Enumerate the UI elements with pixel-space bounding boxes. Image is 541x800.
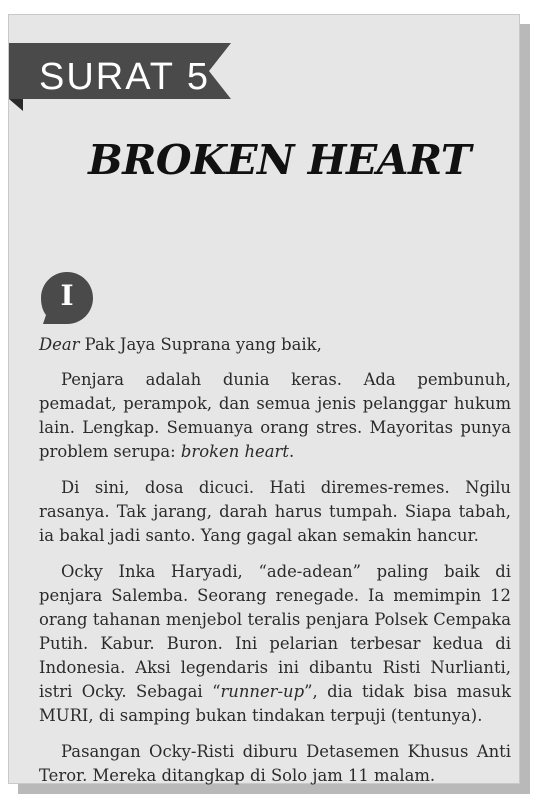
paragraph-3-text: Ocky Inka Haryadi, “ade-adean” paling baik di penjara Salemba. Seorang renegade. Ia memimpin 12 orang tahanan menjebol teralis penjara Polsek Cempaka Putih. Kabur. Buron. Ini pelarian terbesar kedua di Indonesia. Aksi legendaris ini dibantu Risti Nurlianti, istri Ocky. Sebagai “ [39, 562, 511, 701]
paragraph-1-end: . [288, 442, 295, 461]
section-number: I [60, 279, 74, 312]
paragraph-2: Di sini, dosa dicuci. Hati diremes-remes. Ngilu rasanya. Tak jarang, darah harus tumpah. Siapa tabah, ia bakal jadi santo. Yang gagal akan semakin hancur. [39, 478, 511, 545]
paragraph-3-italic: runner-up [220, 682, 305, 701]
letter-body [39, 333, 511, 800]
paragraph-1-text: Penjara adalah dunia keras. Ada pembunuh, pemadat, perampok, dan semua jenis pelanggar hukum lain. Lengkap. Semuanya orang stres. Mayoritas punya problem serupa: [39, 370, 511, 461]
chapter-title: BROKEN HEART [88, 136, 471, 184]
salutation-italic: Dear [39, 335, 80, 354]
book-page [8, 14, 520, 784]
salutation-text: Pak Jaya Suprana yang baik, [79, 335, 322, 354]
paragraph-3 [39, 560, 511, 728]
chapter-banner [9, 43, 231, 111]
paragraph-4: Pasangan Ocky-Risti diburu Detasemen Khusus Anti Teror. Mereka ditangkap di Solo jam 11 malam. [39, 742, 511, 785]
salutation [39, 333, 511, 357]
section-badge [40, 271, 96, 327]
chapter-label: SURAT 5 [39, 56, 210, 98]
paragraph-1 [39, 368, 511, 464]
paragraph-3-end: ”, dia tidak bisa masuk MURI, di samping bukan tindakan terpuji (tentunya). [39, 682, 511, 725]
paragraph-1-italic: broken heart [180, 442, 289, 461]
